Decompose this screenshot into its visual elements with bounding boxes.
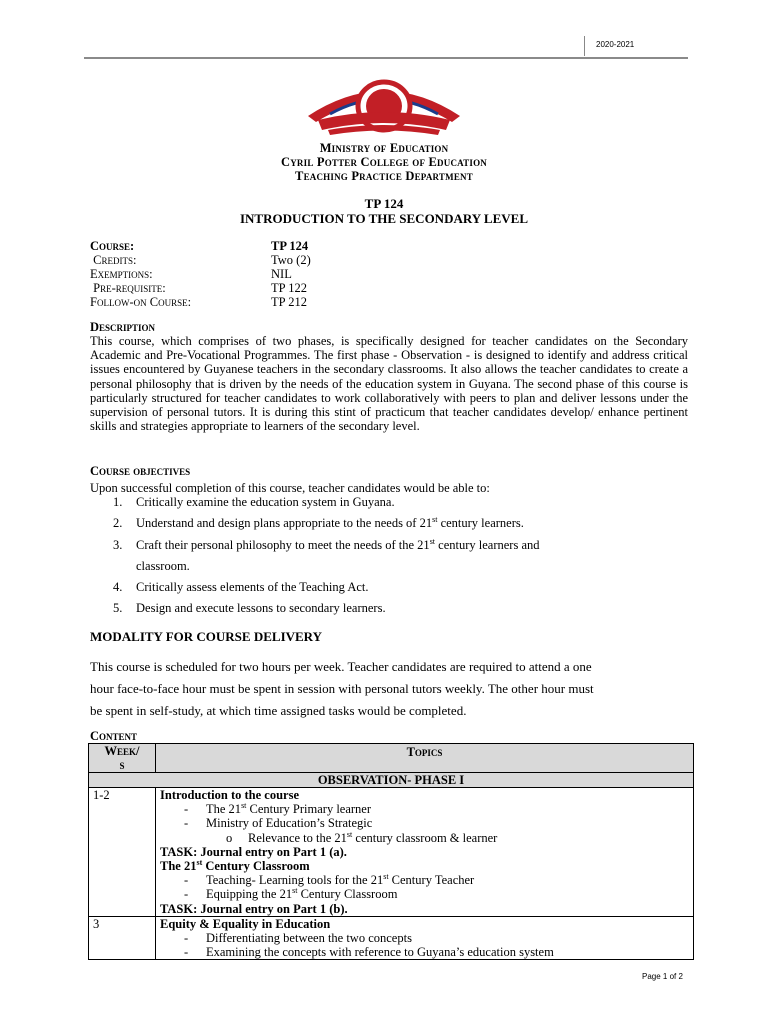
document-year: 2020-2021 bbox=[596, 40, 635, 49]
objective-number: 2. bbox=[113, 516, 123, 530]
topics-cell bbox=[156, 788, 694, 917]
content-heading: Content bbox=[90, 729, 138, 743]
objective-number: 5. bbox=[113, 601, 123, 615]
week-column-header: Week/ s bbox=[89, 744, 156, 773]
follow-on-value: TP 212 bbox=[271, 295, 307, 309]
objective-number: 3. bbox=[113, 538, 123, 552]
prerequisite-label: Pre-requisite: bbox=[90, 281, 166, 295]
content-table bbox=[88, 743, 694, 960]
objective-text-continued: classroom. bbox=[136, 559, 190, 573]
topic-subitem: - Differentiating between the two concepts bbox=[184, 930, 412, 945]
credits-value: Two (2) bbox=[271, 253, 311, 267]
week-cell: 3 bbox=[89, 916, 156, 960]
objective-text: Understand and design plans appropriate to the needs of 21st century learners. bbox=[136, 514, 524, 530]
department-title: Teaching Practice Department bbox=[295, 169, 473, 183]
topics-cell bbox=[156, 916, 694, 960]
prerequisite-value: TP 122 bbox=[271, 281, 307, 295]
topic-subitem: - Ministry of Education’s Strategic bbox=[184, 816, 373, 831]
modality-line: hour face-to-face hour must be spent in session with personal tutors weekly. The other hour must bbox=[90, 681, 594, 696]
page-number: Page 1 of 2 bbox=[642, 972, 683, 981]
table-header-row bbox=[89, 744, 694, 773]
topic-heading: Equity & Equality in Education bbox=[160, 916, 331, 931]
follow-on-label: Follow-on Course: bbox=[90, 295, 192, 309]
phase-row bbox=[89, 773, 694, 788]
topic-subitem: - Teaching- Learning tools for the 21st Century Teacher bbox=[184, 871, 475, 888]
course-name-title: INTRODUCTION TO THE SECONDARY LEVEL bbox=[239, 211, 529, 226]
course-value: TP 124 bbox=[271, 239, 309, 253]
topic-subitem: - The 21st Century Primary learner bbox=[184, 801, 372, 817]
objective-text: Critically examine the education system in Guyana. bbox=[136, 495, 395, 509]
college-logo bbox=[300, 76, 468, 136]
header-divider-line bbox=[584, 36, 585, 56]
table-row bbox=[89, 788, 694, 917]
ministry-title: Ministry of Education bbox=[319, 141, 449, 155]
college-title: Cyril Potter College of Education bbox=[281, 155, 487, 169]
topics-column-header: Topics bbox=[156, 744, 694, 773]
objective-number: 1. bbox=[113, 495, 123, 509]
task-line: TASK: Journal entry on Part 1 (b). bbox=[160, 901, 348, 916]
exemptions-label: Exemptions: bbox=[90, 267, 153, 281]
objective-text: Critically assess elements of the Teaching Act. bbox=[136, 580, 369, 594]
course-code-title: TP 124 bbox=[364, 196, 404, 211]
objective-text: Craft their personal philosophy to meet the needs of the 21st century learners and bbox=[136, 536, 540, 552]
topic-heading: The 21st Century Classroom bbox=[160, 857, 310, 873]
table-row bbox=[89, 916, 694, 960]
modality-text bbox=[90, 656, 690, 722]
objective-text: Design and execute lessons to secondary learners. bbox=[136, 601, 386, 615]
week-cell: 1-2 bbox=[89, 788, 156, 917]
objectives-intro: Upon successful completion of this course, teacher candidates would be able to: bbox=[90, 481, 490, 495]
objective-number: 4. bbox=[113, 580, 123, 594]
course-label: Course: bbox=[90, 239, 135, 253]
description-heading: Description bbox=[90, 320, 156, 334]
exemptions-value: NIL bbox=[271, 267, 292, 281]
modality-line: be spent in self-study, at which time assigned tasks would be completed. bbox=[90, 703, 467, 718]
topic-heading: Introduction to the course bbox=[160, 788, 300, 802]
modality-heading: MODALITY FOR COURSE DELIVERY bbox=[90, 629, 323, 644]
modality-line: This course is scheduled for two hours per week. Teacher candidates are required to attend a one bbox=[90, 659, 592, 674]
header-rule bbox=[84, 57, 688, 59]
description-text: This course, which comprises of two phases, is specifically designed for teacher candidates on the Secondary Academic and Pre-Vocational Programmes. The first phase - Observation - is designed to identify and address critical issues encountered by Guyanese teachers in the secondary classrooms. It also allows the teacher candidates to create a personal philosophy that is driven by the needs of the education system in Guyana. The second phase of this course is particularly structured for teacher candidates to work collaboratively with peers to plan and deliver lessons under the supervision of personal tutors. It is during this stint of practicum that teacher candidates develop/ enhance pertinent skills and strategies appropriate to learners of the secondary level. bbox=[90, 334, 688, 434]
topic-subsubitem: o Relevance to the 21st century classroom & learner bbox=[226, 829, 498, 845]
topic-subitem: - Examining the concepts with reference to Guyana’s education system bbox=[184, 945, 554, 960]
objectives-heading: Course objectives bbox=[90, 464, 191, 478]
credits-label: Credits: bbox=[90, 253, 137, 267]
phase-label: OBSERVATION- PHASE I bbox=[89, 773, 694, 788]
task-line: TASK: Journal entry on Part 1 (a). bbox=[160, 844, 347, 859]
topic-subitem: - Equipping the 21st Century Classroom bbox=[184, 886, 398, 902]
